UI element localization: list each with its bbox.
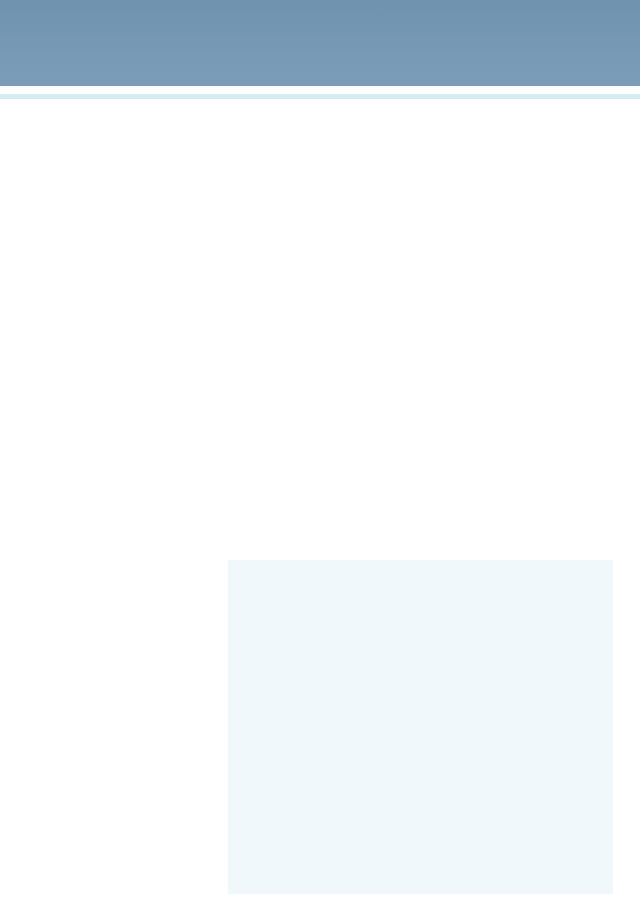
price-list-item-huitre-creuse	[0, 186, 640, 223]
price-list-item-bulots	[0, 335, 640, 372]
header-band	[0, 0, 640, 86]
price-list-item-plateau-jetable	[0, 820, 640, 857]
price-list-item-huitre-plate	[0, 223, 640, 260]
price-list-item-crevettes-grises	[0, 447, 640, 484]
price-list-item-tourteau	[0, 522, 640, 559]
price-list	[0, 186, 640, 857]
price-list-item-palourdes	[0, 298, 640, 335]
price-list-item-condiments	[0, 783, 640, 820]
price-list-item-langoustine	[0, 596, 640, 633]
price-list-item-bigorneaux	[0, 261, 640, 298]
price-list-item-langouste	[0, 708, 640, 745]
price-list-item-mayo	[0, 745, 640, 782]
header-divider	[0, 94, 640, 99]
price-list-item-crevette-bio	[0, 372, 640, 409]
price-list-item-homard	[0, 671, 640, 708]
price-list-item-crevette-madagascar	[0, 410, 640, 447]
price-list-item-pince-tourteau	[0, 484, 640, 521]
price-list-item-bouquet	[0, 634, 640, 671]
price-list-item-araignee	[0, 559, 640, 596]
